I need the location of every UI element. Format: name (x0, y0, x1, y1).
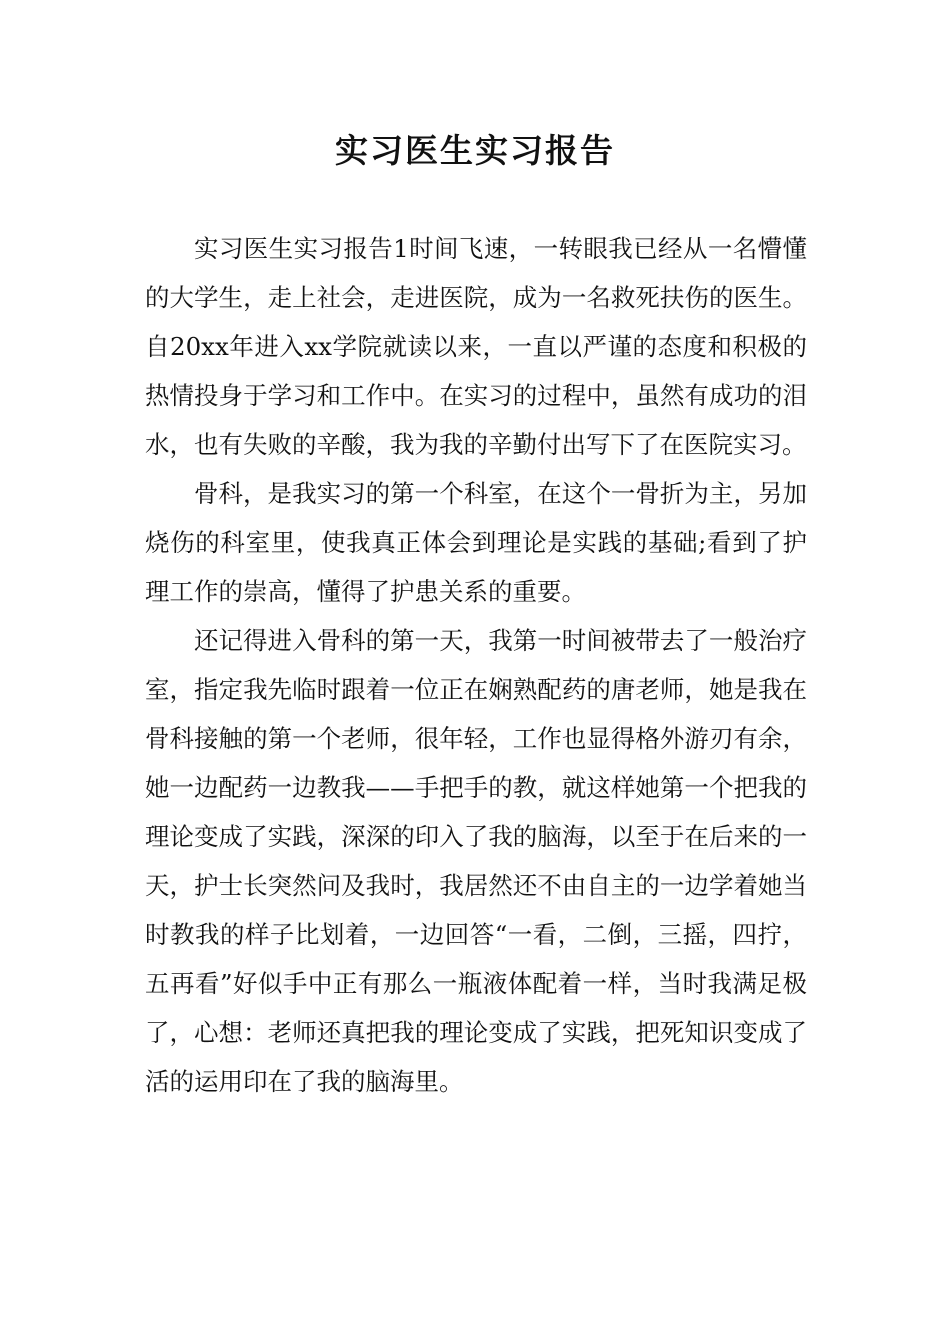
paragraph: 实习医生实习报告1时间飞速，一转眼我已经从一名懵懂的大学生，走上社会，走进医院，成为一名救死扶伤的医生。自20xx年进入xx学院就读以来，一直以严谨的态度和积极的热情投身于学习和工作中。在实习的过程中，虽然有成功的泪水，也有失败的辛酸，我为我的辛勤付出写下了在医院实习。 (145, 234, 807, 459)
document-title: 实习医生实习报告 (335, 131, 615, 170)
paragraph: 骨科，是我实习的第一个科室，在这个一骨折为主，另加烧伤的科室里，使我真正体会到理论是实践的基础;看到了护理工作的崇高，懂得了护患关系的重要。 (145, 479, 807, 606)
document-body (145, 224, 807, 1106)
paragraph: 还记得进入骨科的第一天，我第一时间被带去了一般治疗室，指定我先临时跟着一位正在娴熟配药的唐老师，她是我在骨科接触的第一个老师，很年轻，工作也显得格外游刃有余，她一边配药一边教我——手把手的教，就这样她第一个把我的理论变成了实践，深深的印入了我的脑海，以至于在后来的一天，护士长突然问及我时，我居然还不由自主的一边学着她当时教我的样子比划着，一边回答“一看，二倒，三摇，四拧，五再看”好似手中正有那么一瓶液体配着一样，当时我满足极了，心想：老师还真把我的理论变成了实践，把死知识变成了活的运用印在了我的脑海里。 (145, 626, 807, 1096)
